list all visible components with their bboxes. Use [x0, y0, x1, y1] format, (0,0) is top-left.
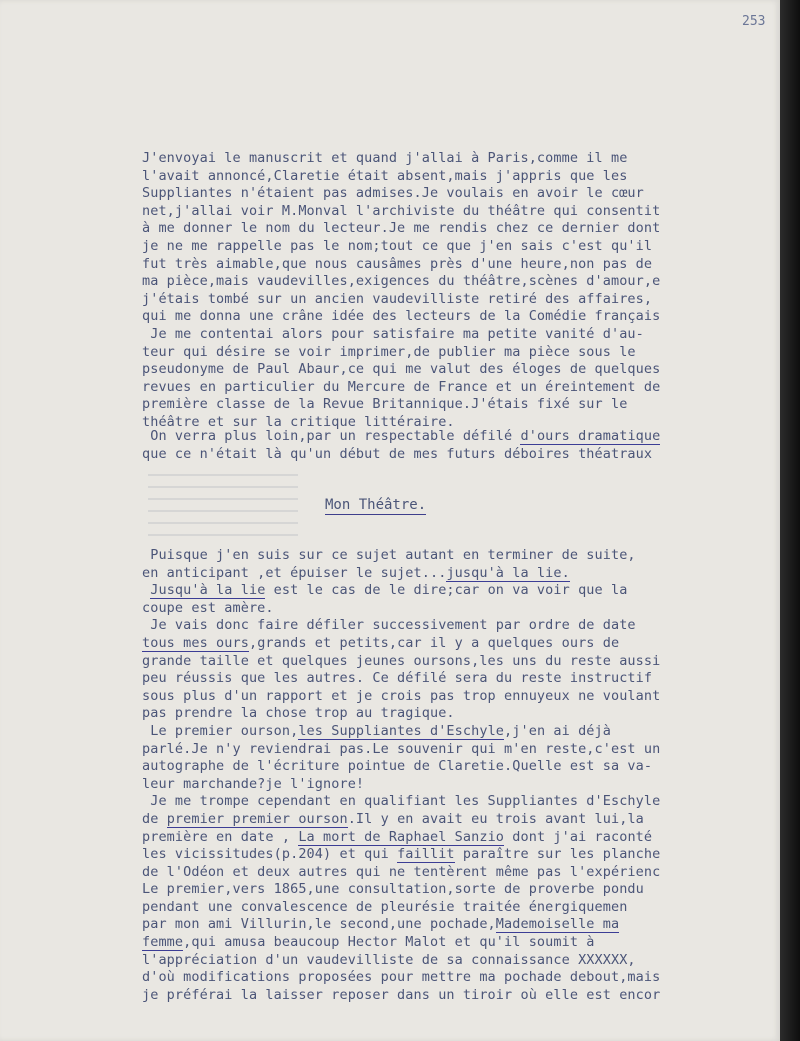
scan-border [780, 0, 800, 1041]
section-heading [325, 497, 426, 513]
typed-line: Je me trompe cependant en qualifiant les Suppliantes d'Eschyle [142, 793, 661, 810]
typed-line: de premier premier ourson.Il y en avait eu trois avant lui,la [142, 810, 644, 827]
typed-line: peu réussis que les autres. Ce défilé sera du reste instructif [142, 670, 653, 687]
typed-line: Je vais donc faire défiler successivement par ordre de date [142, 617, 636, 634]
typed-line: à me donner le nom du lecteur.Je me rendis chez ce dernier dont [142, 220, 661, 237]
typed-line: que ce n'était là qu'un début de mes futurs déboires théatraux [142, 445, 653, 462]
ink-underline: tous mes ours [142, 634, 249, 651]
typed-line: première classe de la Revue Britannique.J'étais fixé sur le [142, 396, 628, 413]
faint-offset-text [148, 466, 298, 536]
typed-line: l'avait annoncé,Claretie était absent,mais j'appris que les [142, 167, 628, 184]
ink-underline: femme [142, 934, 184, 951]
typed-line: Le premier,vers 1865,une consultation,sorte de proverbe pondu [142, 881, 644, 898]
ink-underline: jusqu'à la lie. [446, 564, 570, 581]
typed-line: tous mes ours,grands et petits,car il y a quelques ours de [142, 634, 620, 651]
typed-line: de l'Odéon et deux autres qui ne tentèrent même pas l'expérienc [142, 863, 661, 880]
ink-underline: faillit [397, 846, 455, 863]
typed-line: grande taille et quelques jeunes oursons,les uns du reste aussi [142, 652, 661, 669]
typed-line: net,j'allai voir M.Monval l'archiviste du théâtre qui consentit [142, 202, 661, 219]
paragraph-1 [142, 150, 660, 432]
typed-line: en anticipant ,et épuiser le sujet...jusqu'à la lie. [142, 564, 570, 581]
typed-line: sous plus d'un rapport et je crois pas trop ennuyeux ne voulant [142, 687, 661, 704]
typed-line: ma pièce,mais vaudevilles,exigences du théâtre,scènes d'amour,e [142, 273, 661, 290]
ink-underline: Mademoiselle ma [495, 916, 620, 933]
typed-line: d'où modifications proposées pour mettre ma pochade debout,mais [142, 969, 661, 986]
typed-line: parlé.Je n'y reviendrai pas.Le souvenir qui m'en reste,c'est un [142, 740, 661, 757]
typed-line: pas prendre la chose trop au tragique. [142, 705, 455, 722]
typed-line: les vicissitudes(p.204) et qui faillit paraître sur les planche [142, 846, 661, 863]
typed-line: je ne me rappelle pas le nom;tout ce que j'en sais c'est qu'il [142, 237, 653, 254]
ink-underline: d'ours dramatique [520, 428, 661, 444]
typed-line: Suppliantes n'étaient pas admises.Je voulais en avoir le cœur [142, 185, 644, 202]
typed-line: J'envoyai le manuscrit et quand j'allai à Paris,comme il me [142, 150, 628, 166]
typed-line: théâtre et sur la critique littéraire. [142, 413, 455, 430]
typed-line: l'appréciation d'un vaudevilliste de sa connaissance XXXXXX, [142, 951, 636, 968]
typed-line: Je me contentai alors pour satisfaire ma petite vanité d'au- [142, 325, 644, 342]
typed-line: femme,qui amusa beaucoup Hector Malot et qu'il soumit à [142, 934, 595, 951]
ink-underline: les Suppliantes d'Eschyle [298, 722, 505, 739]
paragraph-3 [142, 547, 660, 1004]
typed-line: par mon ami Villurin,le second,une pochade,Mademoiselle ma [142, 916, 620, 933]
ink-underline: premier premier ourson [166, 810, 348, 827]
typed-line: autographe de l'écriture pointue de Claretie.Quelle est sa va- [142, 758, 653, 775]
typed-line: je préférai la laisser reposer dans un tiroir où elle est encor [142, 986, 661, 1003]
typed-line: On verra plus loin,par un respectable défilé d'ours dramatique [142, 428, 661, 444]
typed-line: Le premier ourson,les Suppliantes d'Eschyle,j'en ai déjà [142, 722, 611, 739]
paragraph-2 [142, 428, 660, 463]
typed-line: fut très aimable,que nous causâmes près d'une heure,non pas de [142, 255, 653, 272]
typed-line: coupe est amère. [142, 599, 274, 616]
typed-line: première en date , La mort de Raphael Sanzio dont j'ai raconté [142, 828, 653, 845]
typed-line: Jusqu'à la lie est le cas de le dire;car on va voir que la [150, 582, 628, 599]
typed-line: pseudonyme de Paul Abaur,ce qui me valut des éloges de quelques [142, 361, 661, 378]
typed-line: qui me donna une crâne idée des lecteurs de la Comédie français [142, 308, 661, 325]
typed-line: teur qui désire se voir imprimer,de publier ma pièce sous le [142, 343, 636, 360]
typed-line: Puisque j'en suis sur ce sujet autant en terminer de suite, [142, 547, 636, 563]
ink-underline: Jusqu'à la lie [150, 582, 266, 599]
typed-line: revues en particulier du Mercure de France et un éreintement de [142, 378, 661, 395]
ink-underline: La mort de Raphael Sanzio [298, 828, 505, 845]
section-heading-text: Mon Théâtre. [325, 497, 427, 513]
typed-line: j'étais tombé sur un ancien vaudevilliste retiré des affaires, [142, 290, 653, 307]
page-number: 253 [742, 14, 766, 29]
typed-line: pendant une convalescence de pleurésie traitée énergiquemen [142, 898, 628, 915]
typed-line: leur marchande?je l'ignore! [142, 775, 365, 792]
